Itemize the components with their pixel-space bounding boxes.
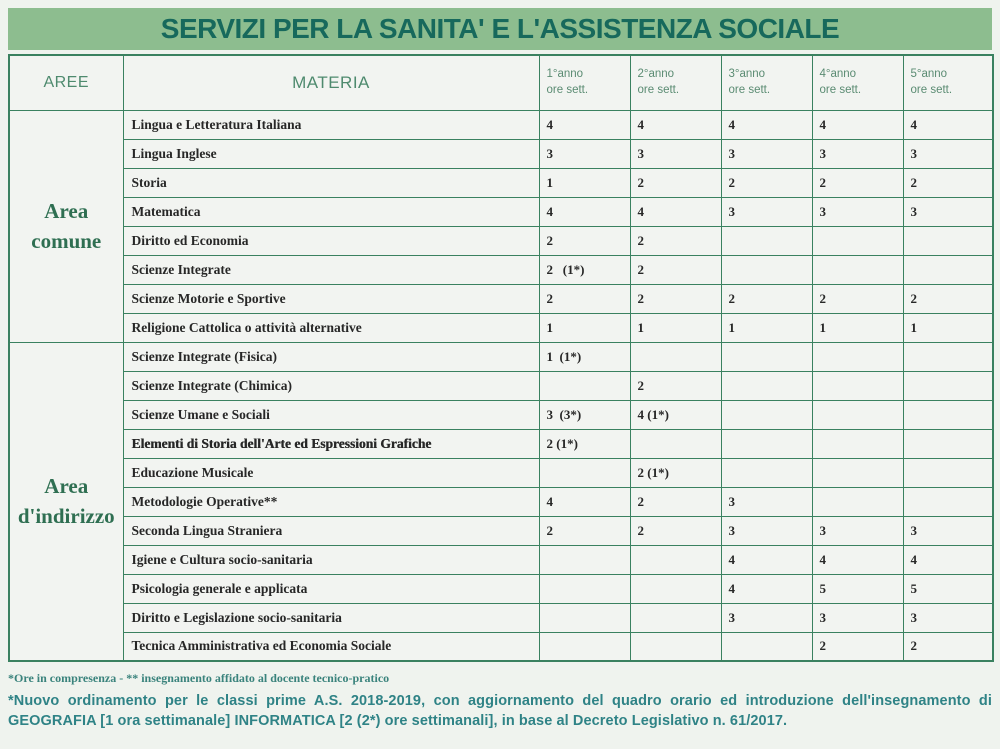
hours-cell: 3 [903,197,993,226]
title-band [8,8,992,50]
table-row [9,371,993,400]
materia-cell: Scienze Integrate (Chimica) [123,371,539,400]
hours-cell [812,226,903,255]
hours-cell [903,458,993,487]
table-row [9,429,993,458]
hours-cell [812,371,903,400]
table-row [9,313,993,342]
materia-cell: Diritto e Legislazione socio-sanitaria [123,603,539,632]
hours-cell: 2 [539,226,630,255]
footnote-nuovo-ordinamento: *Nuovo ordinamento per le classi prime A.S. 2018-2019, con aggiornamento del quadro orario ed introduzione dell'insegnamento di GEOGRAFIA [1 ora settimanale] INFORMATICA [2 (2*) ore settimanali], in base al Decreto Legislativo n. 61/2017. [8,693,992,730]
hours-cell [539,458,630,487]
table-row [9,574,993,603]
hours-cell: 2 (1*) [539,429,630,458]
hours-cell: 4 [903,545,993,574]
hours-cell: 2 [539,284,630,313]
column-header-year-1: 1°anno ore sett. [539,55,630,110]
curriculum-table [8,54,994,662]
materia-cell: Seconda Lingua Straniera [123,516,539,545]
table-row [9,632,993,661]
hours-cell: 2 [630,168,721,197]
hours-cell [539,574,630,603]
hours-cell: 2 [903,284,993,313]
column-header-aree: AREE [9,55,123,110]
hours-cell: 2 [630,516,721,545]
table-row [9,458,993,487]
hours-cell: 1 (1*) [539,342,630,371]
hours-cell: 3 [539,139,630,168]
hours-cell [721,255,812,284]
hours-cell [903,342,993,371]
hours-cell: 1 [630,313,721,342]
hours-cell: 1 [903,313,993,342]
hours-cell: 2 [812,168,903,197]
hours-cell [812,400,903,429]
hours-cell: 3 [812,139,903,168]
hours-cell: 4 [812,110,903,139]
column-header-materia: MATERIA [123,55,539,110]
hours-cell [721,632,812,661]
hours-cell [903,371,993,400]
area-label: Area d'indirizzo [9,342,123,661]
hours-cell: 3 (3*) [539,400,630,429]
hours-cell: 2 [903,168,993,197]
hours-cell: 4 [539,110,630,139]
materia-cell: Scienze Umane e Sociali [123,400,539,429]
hours-cell: 4 [721,110,812,139]
hours-cell [903,429,993,458]
hours-cell: 1 [539,313,630,342]
hours-cell: 2 [630,226,721,255]
hours-cell [812,255,903,284]
table-body [9,110,993,661]
hours-cell: 5 [812,574,903,603]
hours-cell [539,545,630,574]
hours-cell: 2 [721,168,812,197]
hours-cell [630,632,721,661]
materia-cell: Educazione Musicale [123,458,539,487]
footnote-compresenza: *Ore in compresenza - ** insegnamento affidato al docente tecnico-pratico [8,671,390,685]
hours-cell: 2 [539,516,630,545]
hours-cell [903,226,993,255]
page-title: SERVIZI PER LA SANITA' E L'ASSISTENZA SOCIALE [160,13,840,44]
hours-cell: 2 [630,284,721,313]
hours-cell [721,429,812,458]
materia-cell: Scienze Integrate [123,255,539,284]
column-header-year-2: 2°anno ore sett. [630,55,721,110]
materia-cell: Tecnica Amministrativa ed Economia Sociale [123,632,539,661]
hours-cell: 2 [721,284,812,313]
hours-cell: 3 [903,139,993,168]
table-row [9,197,993,226]
hours-cell: 2 [812,284,903,313]
hours-cell: 3 [812,603,903,632]
column-header-year-5: 5°anno ore sett. [903,55,993,110]
column-header-year-4: 4°anno ore sett. [812,55,903,110]
hours-cell [630,545,721,574]
hours-cell [630,342,721,371]
hours-cell: 4 [539,197,630,226]
hours-cell: 5 [903,574,993,603]
table-row [9,400,993,429]
hours-cell: 3 [721,139,812,168]
hours-cell [812,429,903,458]
hours-cell [812,487,903,516]
hours-cell [812,342,903,371]
hours-cell: 4 [630,110,721,139]
materia-cell: Diritto ed Economia [123,226,539,255]
table-row [9,110,993,139]
hours-cell: 3 [721,603,812,632]
hours-cell: 4 [903,110,993,139]
table-row [9,487,993,516]
table-row [9,516,993,545]
table-row [9,603,993,632]
hours-cell [539,632,630,661]
hours-cell: 1 [721,313,812,342]
hours-cell: 2 [812,632,903,661]
materia-cell: Matematica [123,197,539,226]
hours-cell [630,603,721,632]
table-header-row [9,55,993,110]
hours-cell: 3 [721,197,812,226]
materia-cell: Lingua e Letteratura Italiana [123,110,539,139]
hours-cell [812,458,903,487]
hours-cell: 2 [630,255,721,284]
hours-cell: 3 [812,197,903,226]
table-row [9,139,993,168]
table-row [9,255,993,284]
hours-cell: 4 [630,197,721,226]
hours-cell: 4 (1*) [630,400,721,429]
hours-cell [903,255,993,284]
hours-cell: 4 [539,487,630,516]
hours-cell: 4 [721,574,812,603]
hours-cell: 2 [630,487,721,516]
materia-cell: Metodologie Operative** [123,487,539,516]
hours-cell: 2 (1*) [539,255,630,284]
hours-cell [630,429,721,458]
hours-cell: 3 [630,139,721,168]
hours-cell [721,371,812,400]
hours-cell: 2 (1*) [630,458,721,487]
materia-cell: Storia [123,168,539,197]
materia-cell: Psicologia generale e applicata [123,574,539,603]
hours-cell [903,487,993,516]
hours-cell [539,603,630,632]
table-row [9,226,993,255]
area-label: Area comune [9,110,123,342]
hours-cell: 2 [630,371,721,400]
hours-cell: 3 [903,603,993,632]
hours-cell [721,458,812,487]
table-row [9,284,993,313]
hours-cell [721,342,812,371]
materia-cell: Lingua Inglese [123,139,539,168]
table-row [9,168,993,197]
hours-cell: 3 [812,516,903,545]
table-row [9,342,993,371]
hours-cell: 3 [721,487,812,516]
hours-cell [903,400,993,429]
materia-cell: Religione Cattolica o attività alternative [123,313,539,342]
hours-cell [539,371,630,400]
hours-cell: 2 [903,632,993,661]
hours-cell [630,574,721,603]
materia-cell: Scienze Motorie e Sportive [123,284,539,313]
materia-cell: Igiene e Cultura socio-sanitaria [123,545,539,574]
hours-cell: 1 [539,168,630,197]
materia-cell: Scienze Integrate (Fisica) [123,342,539,371]
column-header-year-3: 3°anno ore sett. [721,55,812,110]
hours-cell: 3 [903,516,993,545]
hours-cell: 4 [721,545,812,574]
hours-cell [721,400,812,429]
hours-cell: 3 [721,516,812,545]
materia-cell: Elementi di Storia dell'Arte ed Espressioni Grafiche [123,429,539,458]
hours-cell [721,226,812,255]
hours-cell: 1 [812,313,903,342]
table-row [9,545,993,574]
hours-cell: 4 [812,545,903,574]
